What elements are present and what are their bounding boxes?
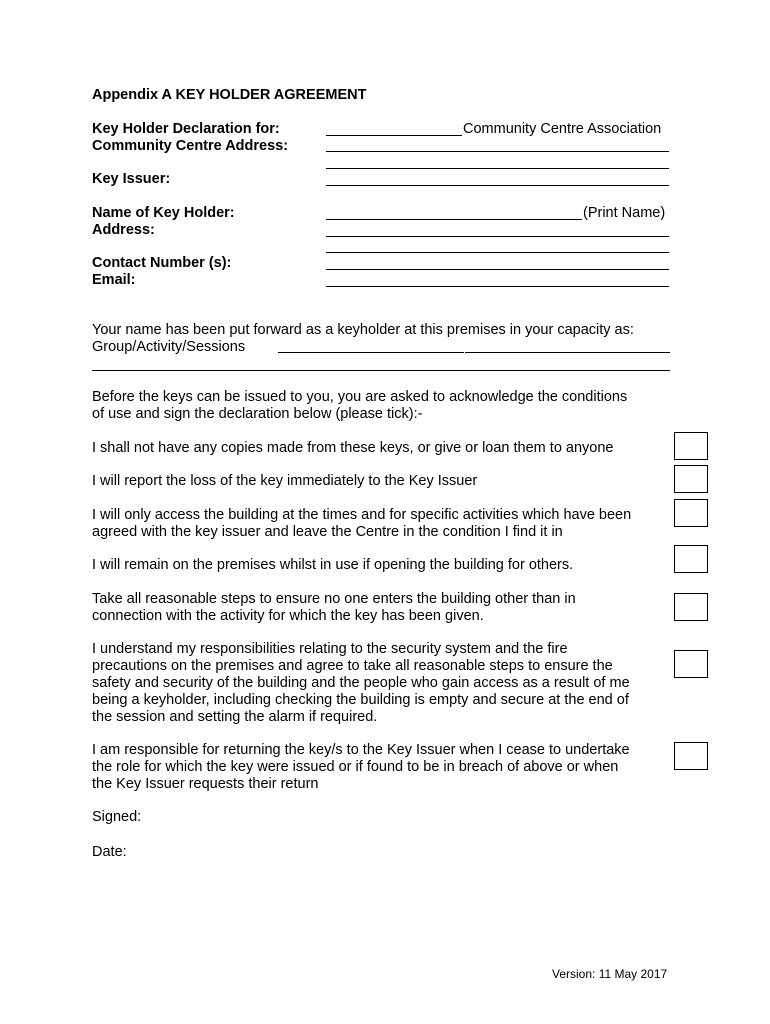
date-label: Date:	[92, 844, 127, 860]
declaration-suffix: Community Centre Association	[463, 121, 662, 137]
contact-label: Contact Number (s):	[92, 255, 232, 271]
print-name-suffix: (Print Name)	[583, 205, 666, 221]
condition-checkbox-5[interactable]	[674, 593, 708, 621]
email-input-line[interactable]	[326, 286, 669, 287]
condition-checkbox-1[interactable]	[674, 432, 708, 460]
contact-input-line[interactable]	[326, 269, 669, 270]
email-label: Email:	[92, 272, 136, 288]
condition-text-line: precautions on the premises and agree to take all reasonable steps to ensure the	[92, 658, 613, 674]
condition-text-line: the session and setting the alarm if required.	[92, 709, 378, 725]
address-label: Community Centre Address:	[92, 138, 289, 154]
capacity-input-line-1a[interactable]	[278, 352, 464, 353]
condition-text-line: connection with the activity for which the key has been given.	[92, 608, 484, 624]
condition-checkbox-6[interactable]	[674, 650, 708, 678]
condition-checkbox-7[interactable]	[674, 742, 708, 770]
capacity-input-line-1b[interactable]	[465, 352, 670, 353]
capacity-input-line-2[interactable]	[92, 370, 670, 371]
capacity-text-line-1: Your name has been put forward as a keyholder at this premises in your capacity as:	[92, 322, 634, 338]
condition-checkbox-4[interactable]	[674, 545, 708, 573]
page-title: Appendix A KEY HOLDER AGREEMENT	[92, 87, 367, 103]
condition-text-line: the role for which the key were issued or if found to be in breach of above or when	[92, 759, 619, 775]
holder-address-label: Address:	[92, 222, 155, 238]
condition-text-line: agreed with the key issuer and leave the Centre in the condition I find it in	[92, 524, 563, 540]
condition-text-line: I understand my responsibilities relating to the security system and the fire	[92, 641, 568, 657]
condition-text-line: I am responsible for returning the key/s to the Key Issuer when I cease to undertake	[92, 742, 630, 758]
declaration-input-line[interactable]	[326, 135, 462, 136]
signed-label: Signed:	[92, 809, 142, 825]
issuer-label: Key Issuer:	[92, 171, 171, 187]
condition-text-line: the Key Issuer requests their return	[92, 776, 319, 792]
address-input-line-1[interactable]	[326, 151, 669, 152]
condition-text-line: safety and security of the building and the people who gain access as a result of me	[92, 675, 630, 691]
intro-text-line-2: of use and sign the declaration below (please tick):-	[92, 406, 423, 422]
condition-checkbox-3[interactable]	[674, 499, 708, 527]
holder-name-input-line[interactable]	[326, 219, 582, 220]
condition-text-line: I shall not have any copies made from these keys, or give or loan them to anyone	[92, 440, 614, 456]
holder-address-input-line-2[interactable]	[326, 252, 669, 253]
issuer-input-line[interactable]	[326, 185, 669, 186]
condition-text-line: I will only access the building at the times and for specific activities which have been	[92, 507, 632, 523]
holder-address-input-line-1[interactable]	[326, 236, 669, 237]
condition-text-line: I will report the loss of the key immediately to the Key Issuer	[92, 473, 478, 489]
version-footer: Version: 11 May 2017	[552, 967, 668, 981]
holder-name-label: Name of Key Holder:	[92, 205, 235, 221]
declaration-label: Key Holder Declaration for:	[92, 121, 280, 137]
condition-text-line: Take all reasonable steps to ensure no one enters the building other than in	[92, 591, 576, 607]
intro-text-line-1: Before the keys can be issued to you, you are asked to acknowledge the conditions	[92, 389, 628, 405]
condition-checkbox-2[interactable]	[674, 465, 708, 493]
address-input-line-2[interactable]	[326, 168, 669, 169]
capacity-text-line-2: Group/Activity/Sessions	[92, 339, 246, 355]
condition-text-line: I will remain on the premises whilst in use if opening the building for others.	[92, 557, 574, 573]
condition-text-line: being a keyholder, including checking the building is empty and secure at the end of	[92, 692, 629, 708]
